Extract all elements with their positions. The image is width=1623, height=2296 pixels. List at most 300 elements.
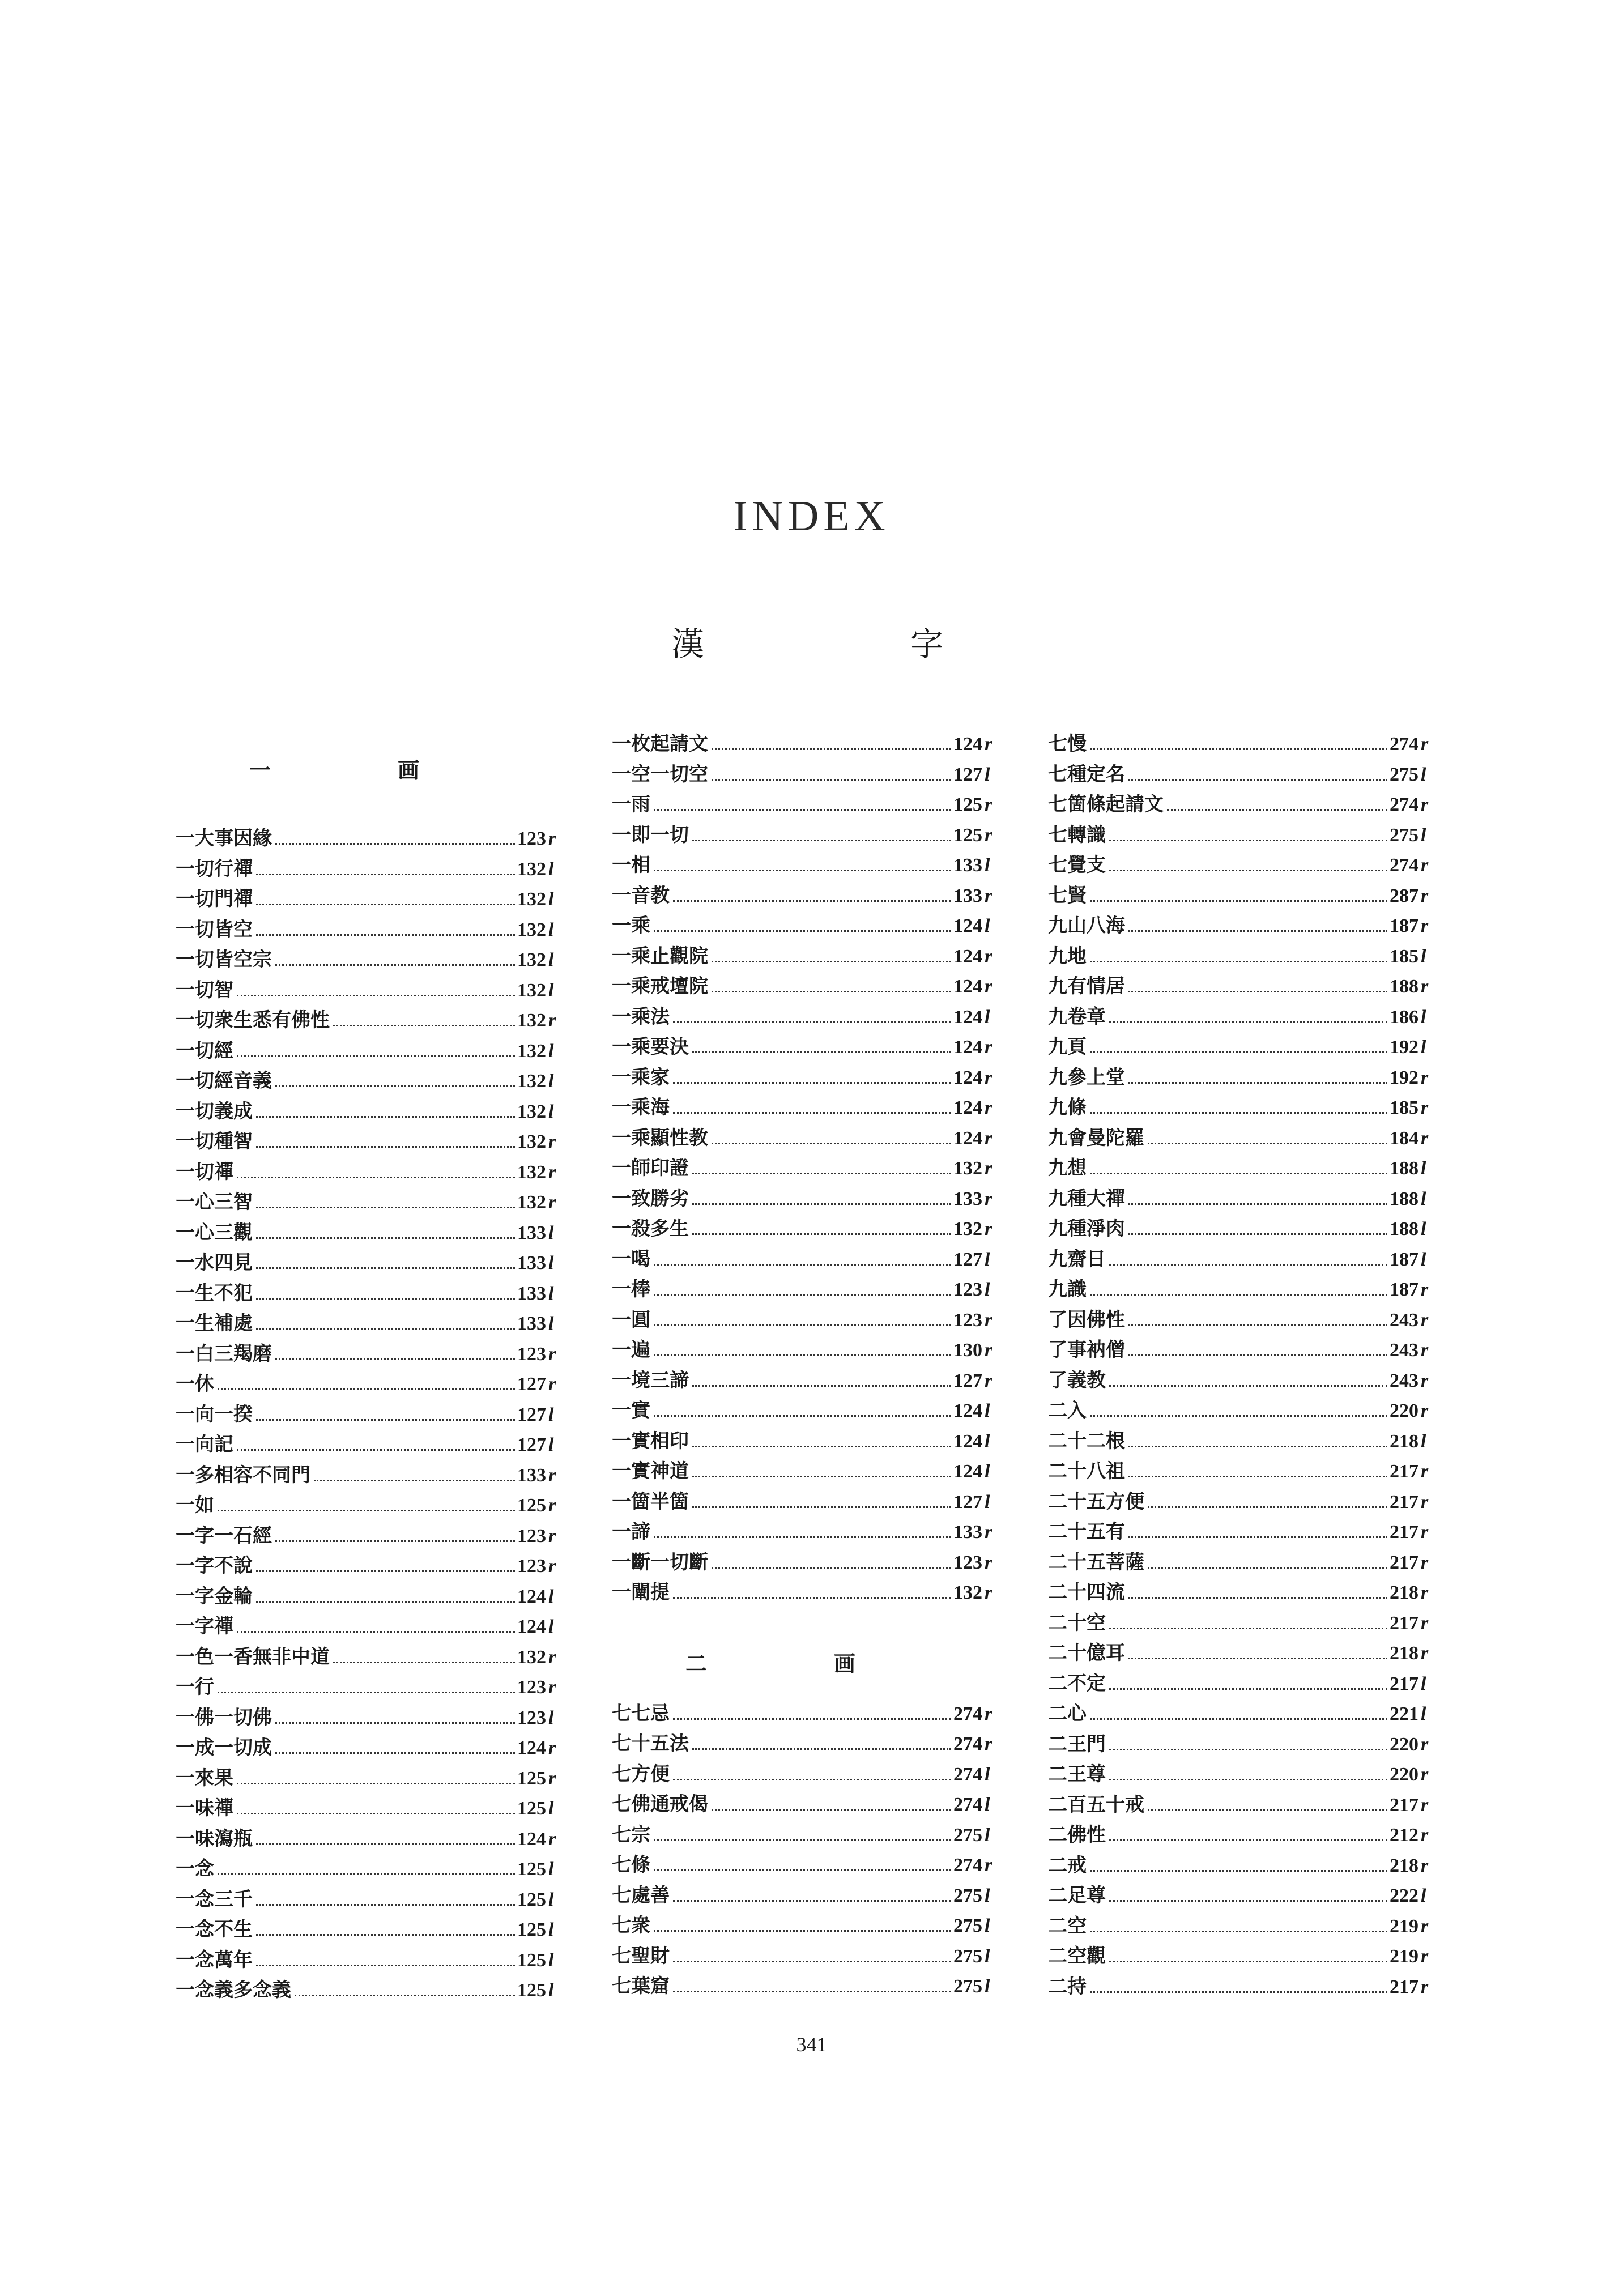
entry-term: 一遍 <box>612 1339 650 1361</box>
entry-page: 124 <box>517 1616 546 1637</box>
dot-leader <box>256 904 515 905</box>
index-entry <box>1048 1789 1433 1820</box>
entry-term: 一來果 <box>176 1766 233 1790</box>
index-entry <box>1048 1547 1433 1577</box>
entry-term: 一切種智 <box>176 1130 253 1153</box>
index-entry <box>612 819 997 850</box>
entry-page: 132 <box>517 1010 546 1031</box>
entry-page: 124 <box>517 1737 546 1758</box>
entry-term: 一切智 <box>176 978 233 1002</box>
entry-page: 192 <box>1390 1067 1418 1088</box>
index-entry <box>612 1577 997 1607</box>
index-entry <box>612 940 997 971</box>
entry-page: 124 <box>953 1037 982 1058</box>
entry-column-marker: l <box>985 1945 990 1967</box>
entry-term: 一實相印 <box>612 1429 689 1452</box>
entry-page: 132 <box>517 1071 546 1092</box>
entry-page: 275 <box>953 1945 982 1967</box>
dot-leader <box>237 995 515 996</box>
entry-page: 184 <box>1390 1127 1418 1149</box>
dot-leader <box>1128 1536 1387 1538</box>
entry-page: 127 <box>953 764 982 785</box>
entry-column-marker: l <box>548 1434 554 1455</box>
dot-leader <box>275 843 515 845</box>
dot-leader <box>673 1900 951 1902</box>
dot-leader <box>654 1324 951 1326</box>
index-entry <box>1048 1334 1433 1365</box>
entry-term: 九種大禪 <box>1048 1187 1125 1210</box>
index-entry <box>1048 1122 1433 1153</box>
index-entry <box>176 1156 561 1187</box>
entry-column-marker: r <box>985 1582 992 1603</box>
dot-leader <box>712 748 951 750</box>
entry-column-marker: r <box>985 1037 992 1058</box>
entry-term: 七條 <box>612 1854 650 1876</box>
entry-page: 127 <box>517 1374 546 1395</box>
entry-column-marker: l <box>548 919 554 940</box>
entry-term: 七種定名 <box>1048 763 1125 786</box>
entry-term: 七聖財 <box>612 1944 670 1967</box>
index-entry <box>176 1581 561 1611</box>
dot-leader <box>712 961 951 962</box>
entry-page: 124 <box>517 1828 546 1850</box>
entry-term: 七轉識 <box>1048 823 1106 846</box>
entry-term: 一音教 <box>612 884 670 907</box>
entry-column-marker: l <box>548 1313 554 1334</box>
index-entry <box>176 1459 561 1490</box>
entry-page: 275 <box>953 1976 982 1997</box>
page-title: INDEX <box>733 492 890 540</box>
entry-term: 一心三智 <box>176 1191 253 1213</box>
dot-leader <box>673 1112 951 1114</box>
dot-leader <box>1128 1082 1387 1084</box>
dot-leader <box>654 1536 951 1538</box>
entry-column-marker: r <box>1421 1309 1429 1331</box>
entry-page: 125 <box>517 1919 546 1940</box>
entry-page: 243 <box>1390 1370 1418 1391</box>
dot-leader <box>1128 1354 1387 1356</box>
entry-page: 274 <box>953 1703 982 1724</box>
section-heading-char: 二 <box>685 1650 708 1676</box>
index-column-3 <box>1048 728 1433 2001</box>
index-entry <box>612 1425 997 1456</box>
entry-column-marker: l <box>1421 1158 1426 1179</box>
section-heading-two-stroke <box>612 1641 929 1686</box>
entry-column-marker: l <box>985 1491 990 1513</box>
index-entry <box>1048 1031 1433 1062</box>
entry-term: 二入 <box>1048 1399 1087 1422</box>
entry-term: 一向記 <box>176 1433 233 1456</box>
dot-leader <box>1109 1749 1387 1750</box>
entry-term: 七宗 <box>612 1823 650 1846</box>
index-entry <box>176 1429 561 1459</box>
entry-page: 274 <box>953 1794 982 1815</box>
entry-term: 一致勝劣 <box>612 1187 689 1210</box>
entry-page: 217 <box>1390 1976 1418 1997</box>
entry-term: 一生不犯 <box>176 1281 253 1305</box>
index-entry <box>176 1186 561 1217</box>
index-entry <box>176 974 561 1005</box>
index-entry <box>612 1122 997 1153</box>
entry-term: 九條 <box>1048 1096 1087 1119</box>
entry-column-marker: r <box>548 1767 556 1789</box>
entry-term: 九種淨肉 <box>1048 1217 1125 1240</box>
dot-leader <box>1090 1870 1387 1872</box>
index-entry <box>176 1368 561 1399</box>
dot-leader <box>1148 1567 1387 1569</box>
entry-term: 一多相容不同門 <box>176 1463 310 1486</box>
dot-leader <box>1090 1294 1387 1296</box>
dot-leader <box>1128 1233 1387 1235</box>
entry-page: 217 <box>1390 1522 1418 1543</box>
index-entry <box>1048 1425 1433 1456</box>
entry-term: 九想 <box>1048 1157 1087 1179</box>
entry-page: 220 <box>1390 1733 1418 1755</box>
entry-list <box>1048 728 1433 2001</box>
entry-term: 一雨 <box>612 793 650 816</box>
index-entry <box>176 944 561 974</box>
index-entry <box>1048 1940 1433 1971</box>
index-entry <box>176 823 561 853</box>
index-entry <box>1048 1304 1433 1335</box>
entry-list <box>612 1698 997 2001</box>
entry-column-marker: l <box>1421 1249 1426 1270</box>
index-entry <box>612 1152 997 1183</box>
entry-column-marker: l <box>548 1071 554 1092</box>
entry-page: 218 <box>1390 1643 1418 1664</box>
dot-leader <box>692 1506 951 1508</box>
entry-column-marker: l <box>1421 945 1426 967</box>
entry-page: 125 <box>517 1767 546 1789</box>
entry-column-marker: r <box>985 1127 992 1149</box>
index-entry <box>176 1853 561 1884</box>
dot-leader <box>218 1873 515 1875</box>
entry-page: 124 <box>953 1097 982 1118</box>
entry-column-marker: r <box>548 1556 556 1577</box>
index-entry <box>612 1910 997 1940</box>
entry-term: 二心 <box>1048 1702 1087 1725</box>
dot-leader <box>654 1839 951 1841</box>
dot-leader <box>1128 930 1387 932</box>
entry-term: 一字金輪 <box>176 1584 253 1608</box>
entry-page: 125 <box>953 794 982 815</box>
entry-page: 275 <box>1390 764 1418 785</box>
entry-term: 二王門 <box>1048 1732 1106 1756</box>
index-entry <box>612 1395 997 1425</box>
entry-page: 218 <box>1390 1582 1418 1603</box>
entry-column-marker: r <box>1421 1855 1429 1876</box>
entry-page: 133 <box>953 855 982 876</box>
dot-leader <box>218 1388 515 1390</box>
dot-leader <box>1128 1324 1387 1326</box>
entry-column-marker: r <box>1421 1522 1429 1543</box>
entry-page: 124 <box>953 1430 982 1452</box>
entry-page: 127 <box>517 1404 546 1425</box>
entry-page: 133 <box>953 1188 982 1209</box>
entry-term: 二十五菩薩 <box>1048 1550 1144 1574</box>
entry-page: 274 <box>953 1763 982 1785</box>
entry-page: 123 <box>517 1525 546 1547</box>
entry-page: 124 <box>953 1400 982 1421</box>
index-entry <box>1048 880 1433 910</box>
entry-column-marker: r <box>985 885 992 906</box>
dot-leader <box>237 1177 515 1178</box>
entry-column-marker: l <box>985 1976 990 1997</box>
index-entry <box>176 1277 561 1308</box>
entry-page: 219 <box>1390 1915 1418 1937</box>
dot-leader <box>654 1415 951 1417</box>
entry-term: 二戒 <box>1048 1854 1087 1877</box>
dot-leader <box>1109 1839 1387 1841</box>
entry-page: 123 <box>517 1707 546 1728</box>
entry-term: 一空一切空 <box>612 763 708 786</box>
entry-column-marker: r <box>985 1309 992 1331</box>
entry-term: 二空 <box>1048 1914 1087 1937</box>
index-entry <box>1048 1395 1433 1425</box>
entry-column-marker: l <box>548 1798 554 1819</box>
index-entry <box>612 1788 997 1819</box>
entry-page: 132 <box>953 1158 982 1179</box>
entry-column-marker: r <box>548 1131 556 1152</box>
entry-term: 一棒 <box>612 1278 650 1301</box>
entry-term: 二十五方便 <box>1048 1490 1144 1513</box>
entry-column-marker: l <box>548 1859 554 1880</box>
entry-term: 一闡提 <box>612 1581 670 1604</box>
dot-leader <box>692 1203 951 1205</box>
entry-column-marker: l <box>548 1222 554 1243</box>
index-entry <box>176 1762 561 1793</box>
entry-term: 九山八海 <box>1048 914 1125 937</box>
entry-term: 一乘家 <box>612 1066 670 1089</box>
index-entry <box>612 1547 997 1577</box>
entry-term: 七佛通戒偈 <box>612 1793 708 1816</box>
index-entry <box>1048 910 1433 940</box>
entry-term: 九頁 <box>1048 1036 1087 1058</box>
entry-term: 一乘顯性教 <box>612 1126 708 1149</box>
entry-term: 一切義成 <box>176 1100 253 1123</box>
entry-term: 一切門禪 <box>176 888 253 910</box>
dot-leader <box>692 1233 951 1235</box>
index-entry <box>612 1849 997 1880</box>
dot-leader <box>1148 1809 1387 1811</box>
entry-term: 一味禪 <box>176 1797 233 1820</box>
entry-page: 217 <box>1390 1794 1418 1816</box>
entry-term: 一相 <box>612 854 650 876</box>
entry-term: 一水四見 <box>176 1251 253 1274</box>
dot-leader <box>256 1904 515 1906</box>
entry-page: 130 <box>953 1340 982 1361</box>
entry-term: 一白三羯磨 <box>176 1342 272 1365</box>
entry-page: 124 <box>953 945 982 967</box>
index-entry <box>612 728 997 759</box>
entry-page: 125 <box>517 1889 546 1910</box>
entry-column-marker: l <box>548 1889 554 1910</box>
dot-leader <box>654 1354 951 1356</box>
section-heading-char: 画 <box>833 1650 855 1676</box>
index-entry <box>176 1096 561 1126</box>
dot-leader <box>673 1021 951 1023</box>
index-entry <box>1048 1637 1433 1668</box>
entry-column-marker: r <box>1421 1733 1429 1755</box>
entry-page: 123 <box>953 1279 982 1300</box>
index-entry <box>612 1516 997 1547</box>
entry-column-marker: r <box>1421 885 1429 906</box>
index-entry <box>612 789 997 819</box>
entry-list <box>612 728 997 1607</box>
dot-leader <box>1090 1173 1387 1174</box>
page-number: 341 <box>796 2033 827 2056</box>
index-entry <box>176 1247 561 1277</box>
dot-leader <box>1128 1203 1387 1205</box>
entry-column-marker: l <box>985 1006 990 1028</box>
entry-column-marker: r <box>985 945 992 967</box>
index-entry <box>176 1307 561 1338</box>
entry-column-marker: r <box>548 1828 556 1850</box>
entry-term: 一味瀉瓶 <box>176 1827 253 1850</box>
entry-term: 一乘海 <box>612 1096 670 1119</box>
entry-term: 一境三諦 <box>612 1369 689 1392</box>
dot-leader <box>692 1173 951 1174</box>
entry-page: 132 <box>517 919 546 940</box>
entry-term: 一實神道 <box>612 1460 689 1483</box>
dot-leader <box>692 1446 951 1447</box>
entry-page: 217 <box>1390 1673 1418 1694</box>
entry-column-marker: l <box>985 1279 990 1300</box>
entry-page: 127 <box>517 1434 546 1455</box>
entry-column-marker: r <box>985 1340 992 1361</box>
entry-page: 125 <box>517 1949 546 1971</box>
index-entry <box>612 1183 997 1213</box>
index-entry <box>176 1004 561 1035</box>
index-entry <box>176 1944 561 1975</box>
entry-page: 132 <box>517 1192 546 1213</box>
dot-leader <box>256 1965 515 1966</box>
dot-leader <box>275 1722 515 1724</box>
dot-leader <box>654 1264 951 1266</box>
dot-leader <box>1090 1991 1387 1993</box>
entry-column-marker: r <box>548 1525 556 1547</box>
entry-column-marker: l <box>1421 1219 1426 1239</box>
entry-list <box>176 823 561 2005</box>
entry-term: 一字不說 <box>176 1554 253 1577</box>
index-entry <box>612 1092 997 1122</box>
entry-page: 218 <box>1390 1430 1418 1452</box>
dot-leader <box>712 1809 951 1811</box>
dot-leader <box>712 779 951 781</box>
entry-page: 125 <box>953 824 982 846</box>
entry-term: 一切衆生悉有佛性 <box>176 1009 330 1032</box>
dot-leader <box>256 1934 515 1936</box>
entry-term: 九識 <box>1048 1278 1087 1301</box>
dot-leader <box>1128 1597 1387 1599</box>
index-entry <box>176 883 561 914</box>
entry-column-marker: r <box>1421 1461 1429 1482</box>
dot-leader <box>654 870 951 871</box>
entry-term: 九有情居 <box>1048 975 1125 998</box>
entry-term: 七衆 <box>612 1914 650 1937</box>
entry-column-marker: l <box>985 915 990 936</box>
entry-column-marker: r <box>1421 1127 1429 1149</box>
dot-leader <box>275 964 515 966</box>
entry-page: 132 <box>517 1101 546 1122</box>
index-entry <box>1048 1880 1433 1910</box>
index-entry <box>176 1065 561 1096</box>
index-entry <box>1048 1213 1433 1243</box>
index-entry <box>176 1217 561 1247</box>
index-entry <box>176 1823 561 1854</box>
entry-page: 132 <box>517 1646 546 1668</box>
entry-column-marker: r <box>548 1464 556 1486</box>
entry-column-marker: r <box>548 1010 556 1031</box>
entry-column-marker: r <box>1421 794 1429 815</box>
entry-column-marker: l <box>548 1253 554 1273</box>
dot-leader <box>256 1298 515 1300</box>
subtitle-char-1: 漢 <box>671 625 705 663</box>
entry-page: 192 <box>1390 1037 1418 1058</box>
dot-leader <box>692 1051 951 1053</box>
entry-page: 212 <box>1390 1825 1418 1846</box>
entry-column-marker: r <box>548 1374 556 1395</box>
index-entry <box>612 880 997 910</box>
entry-page: 133 <box>517 1253 546 1273</box>
dot-leader <box>256 1267 515 1269</box>
dot-leader <box>1109 1021 1387 1023</box>
entry-page: 132 <box>517 979 546 1001</box>
index-entry <box>1048 1273 1433 1304</box>
dot-leader <box>256 1843 515 1845</box>
entry-page: 274 <box>953 1855 982 1876</box>
dot-leader <box>275 1540 515 1542</box>
entry-term: 二足尊 <box>1048 1884 1106 1907</box>
entry-page: 123 <box>953 1552 982 1573</box>
dot-leader <box>275 1752 515 1754</box>
dot-leader <box>673 1082 951 1084</box>
dot-leader <box>314 1480 515 1481</box>
index-entry <box>176 1520 561 1550</box>
entry-page: 287 <box>1390 885 1418 906</box>
entry-column-marker: r <box>1421 1643 1429 1664</box>
entry-column-marker: l <box>548 1404 554 1425</box>
dot-leader <box>256 1116 515 1118</box>
index-entry <box>1048 1698 1433 1728</box>
entry-page: 274 <box>953 1733 982 1754</box>
entry-column-marker: r <box>548 1737 556 1758</box>
index-entry <box>612 1365 997 1395</box>
index-entry <box>1048 1819 1433 1850</box>
entry-term: 了因佛性 <box>1048 1308 1125 1331</box>
entry-column-marker: l <box>985 855 990 876</box>
entry-column-marker: r <box>548 1677 556 1698</box>
dot-leader <box>237 1449 515 1451</box>
entry-page: 275 <box>1390 824 1418 846</box>
dot-leader <box>256 874 515 875</box>
entry-column-marker: l <box>548 949 554 970</box>
index-entry <box>612 1486 997 1517</box>
index-entry <box>1048 940 1433 971</box>
index-entry <box>1048 1092 1433 1122</box>
index-entry <box>612 1698 997 1728</box>
entry-column-marker: l <box>985 764 990 785</box>
entry-term: 二十二根 <box>1048 1429 1125 1452</box>
entry-page: 221 <box>1390 1703 1418 1724</box>
entry-column-marker: l <box>548 1616 554 1637</box>
entry-term: 一圓 <box>612 1308 650 1331</box>
entry-column-marker: r <box>1421 734 1429 755</box>
index-entry <box>612 910 997 940</box>
index-entry <box>612 1940 997 1971</box>
index-entry <box>176 1702 561 1732</box>
index-entry <box>1048 1183 1433 1213</box>
